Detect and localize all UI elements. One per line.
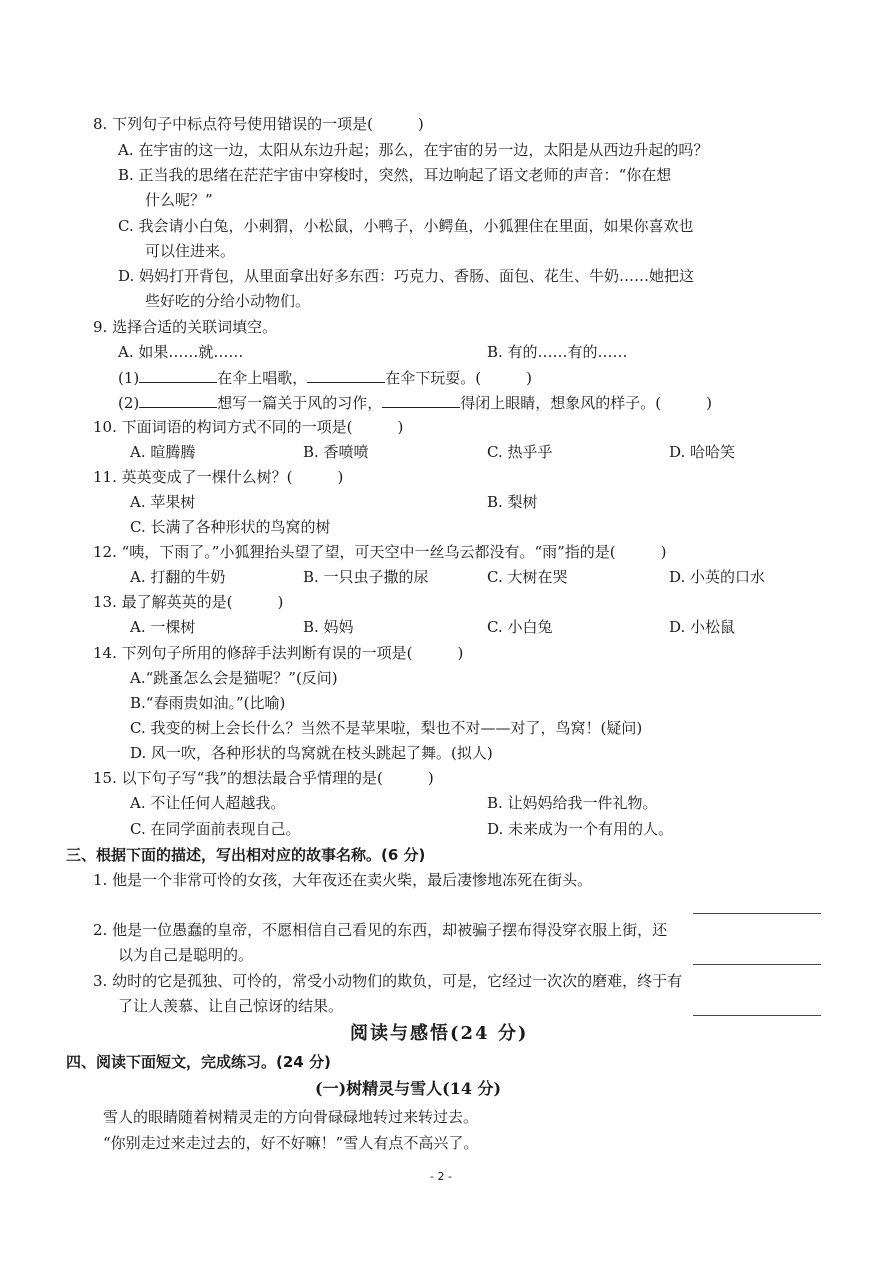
q15-option-c: C. 在同学面前表现自己。 xyxy=(130,820,301,838)
q14-option-d: D. 风一吹，各种形状的鸟窝就在枝头跳起了舞。(拟人) xyxy=(130,744,493,762)
q12-option-d: D. 小英的口水 xyxy=(669,568,766,586)
blank-field[interactable] xyxy=(139,391,217,408)
q14-stem: 14. 下列句子所用的修辞手法判断有误的一项是( ) xyxy=(93,644,464,662)
q15-option-b: B. 让妈妈给我一件礼物。 xyxy=(487,794,658,812)
q9-sentence-1 xyxy=(118,366,532,389)
blank-field[interactable] xyxy=(307,366,385,383)
q14-option-a: A.“跳蚤怎么会是猫呢？”(反问) xyxy=(130,669,338,687)
q8-option-a: A. 在宇宙的这一边，太阳从东边升起；那么，在宇宙的另一边，太阳是从西边升起的吗？ xyxy=(118,141,709,159)
q9-sentence-1-text: 在伞上唱歌， xyxy=(217,369,308,387)
q11-option-c: C. 长满了各种形状的鸟窝的树 xyxy=(130,518,331,536)
q8-option-d-cont: 些好吃的分给小动物们。 xyxy=(145,292,311,310)
q10-option-a: A. 暄腾腾 xyxy=(130,443,196,461)
q8-stem: 8. 下列句子中标点符号使用错误的一项是( ) xyxy=(93,115,424,133)
q11-option-b: B. 梨树 xyxy=(487,493,538,511)
q8-option-d: D. 妈妈打开背包，从里面拿出好多东西：巧克力、香肠、面包、花生、牛奶……她把这 xyxy=(118,267,695,285)
q9-option-a: A. 如果……就…… xyxy=(118,343,244,361)
sec3-item-2-cont: 以为自己是聪明的。 xyxy=(118,946,254,964)
q9-sentence-2-text: 想写一篇关于风的习作， xyxy=(217,394,383,412)
answer-line-1[interactable] xyxy=(693,913,821,914)
q9-sentence-2 xyxy=(118,391,712,414)
q10-stem: 10. 下面词语的构词方式不同的一项是( ) xyxy=(93,418,404,436)
passage-paragraph-2: “你别走过来走过去的，好不好嘛！”雪人有点不高兴了。 xyxy=(103,1134,479,1152)
q10-option-d: D. 哈哈笑 xyxy=(669,443,736,461)
passage-paragraph-1: 雪人的眼睛随着树精灵走的方向骨碌碌地转过来转过去。 xyxy=(103,1108,479,1126)
sec3-item-1: 1. 他是一个非常可怜的女孩，大年夜还在卖火柴，最后凄惨地冻死在街头。 xyxy=(93,871,593,889)
q15-option-d: D. 未来成为一个有用的人。 xyxy=(487,820,674,838)
q13-stem: 13. 最了解英英的是( ) xyxy=(93,593,284,611)
section-4-heading: 四、阅读下面短文，完成练习。(24 分) xyxy=(66,1053,331,1071)
q14-option-c: C. 我变的树上会长什么？当然不是苹果啦，梨也不对——对了，鸟窝！(疑问) xyxy=(130,719,643,737)
sec3-item-3: 3. 幼时的它是孤独、可怜的，常受小动物们的欺负，可是，它经过一次次的磨难，终于有 xyxy=(93,972,683,990)
q15-stem: 15. 以下句子写“我”的想法最合乎情理的是( ) xyxy=(93,769,434,787)
q8-option-c-cont: 可以住进来。 xyxy=(145,242,236,260)
q13-option-b: B. 妈妈 xyxy=(303,618,354,636)
sec3-item-3-cont: 了让人羡慕、让自己惊讶的结果。 xyxy=(118,997,344,1015)
q15-option-a: A. 不让任何人超越我。 xyxy=(130,794,286,812)
answer-line-2[interactable] xyxy=(693,964,821,965)
q10-option-c: C. 热乎乎 xyxy=(487,443,553,461)
q12-stem: 12. “咦，下雨了。”小狐狸抬头望了望，可天空中一丝乌云都没有。“雨”指的是( ) xyxy=(93,543,667,561)
q11-option-a: A. 苹果树 xyxy=(130,493,196,511)
q9-stem: 9. 选择合适的关联词填空。 xyxy=(93,318,278,336)
q14-option-b: B.“春雨贵如油。”(比喻) xyxy=(130,694,286,712)
q9-sentence-1-end: 在伞下玩耍。( ) xyxy=(385,369,532,387)
q9-sentence-2-number: (2) xyxy=(118,394,140,412)
q11-stem: 11. 英英变成了一棵什么树？( ) xyxy=(93,468,344,486)
q13-option-d: D. 小松鼠 xyxy=(669,618,736,636)
sec3-item-2: 2. 他是一位愚蠢的皇帝，不愿相信自己看见的东西，却被骗子摆布得没穿衣服上街，还 xyxy=(93,921,668,939)
section-3-heading: 三、根据下面的描述，写出相对应的故事名称。(6 分) xyxy=(66,846,426,864)
page-number: - 2 - xyxy=(430,1170,452,1183)
q12-option-a: A. 打翻的牛奶 xyxy=(130,568,226,586)
q13-option-c: C. 小白兔 xyxy=(487,618,553,636)
q9-sentence-1-number: (1) xyxy=(118,369,140,387)
blank-field[interactable] xyxy=(382,391,460,408)
q13-option-a: A. 一棵树 xyxy=(130,618,196,636)
q8-option-b: B. 正当我的思绪在茫茫宇宙中穿梭时，突然，耳边响起了语文老师的声音：“你在想 xyxy=(118,166,672,184)
q12-option-c: C. 大树在哭 xyxy=(487,568,568,586)
part-title: 阅读与感悟(24 分) xyxy=(350,1023,529,1044)
q12-option-b: B. 一只虫子撒的尿 xyxy=(303,568,429,586)
q8-option-b-cont: 什么呢？” xyxy=(145,191,213,209)
q8-option-c: C. 我会请小白兔，小刺猬，小松鼠，小鸭子，小鳄鱼，小狐狸住在里面，如果你喜欢也 xyxy=(118,217,694,235)
blank-field[interactable] xyxy=(139,366,217,383)
q9-sentence-2-end: 得闭上眼睛，想象风的样子。( ) xyxy=(460,394,712,412)
q10-option-b: B. 香喷喷 xyxy=(303,443,369,461)
passage-title: (一)树精灵与雪人(14 分) xyxy=(315,1079,502,1098)
q9-option-b: B. 有的……有的…… xyxy=(487,343,628,361)
answer-line-3[interactable] xyxy=(693,1015,821,1016)
